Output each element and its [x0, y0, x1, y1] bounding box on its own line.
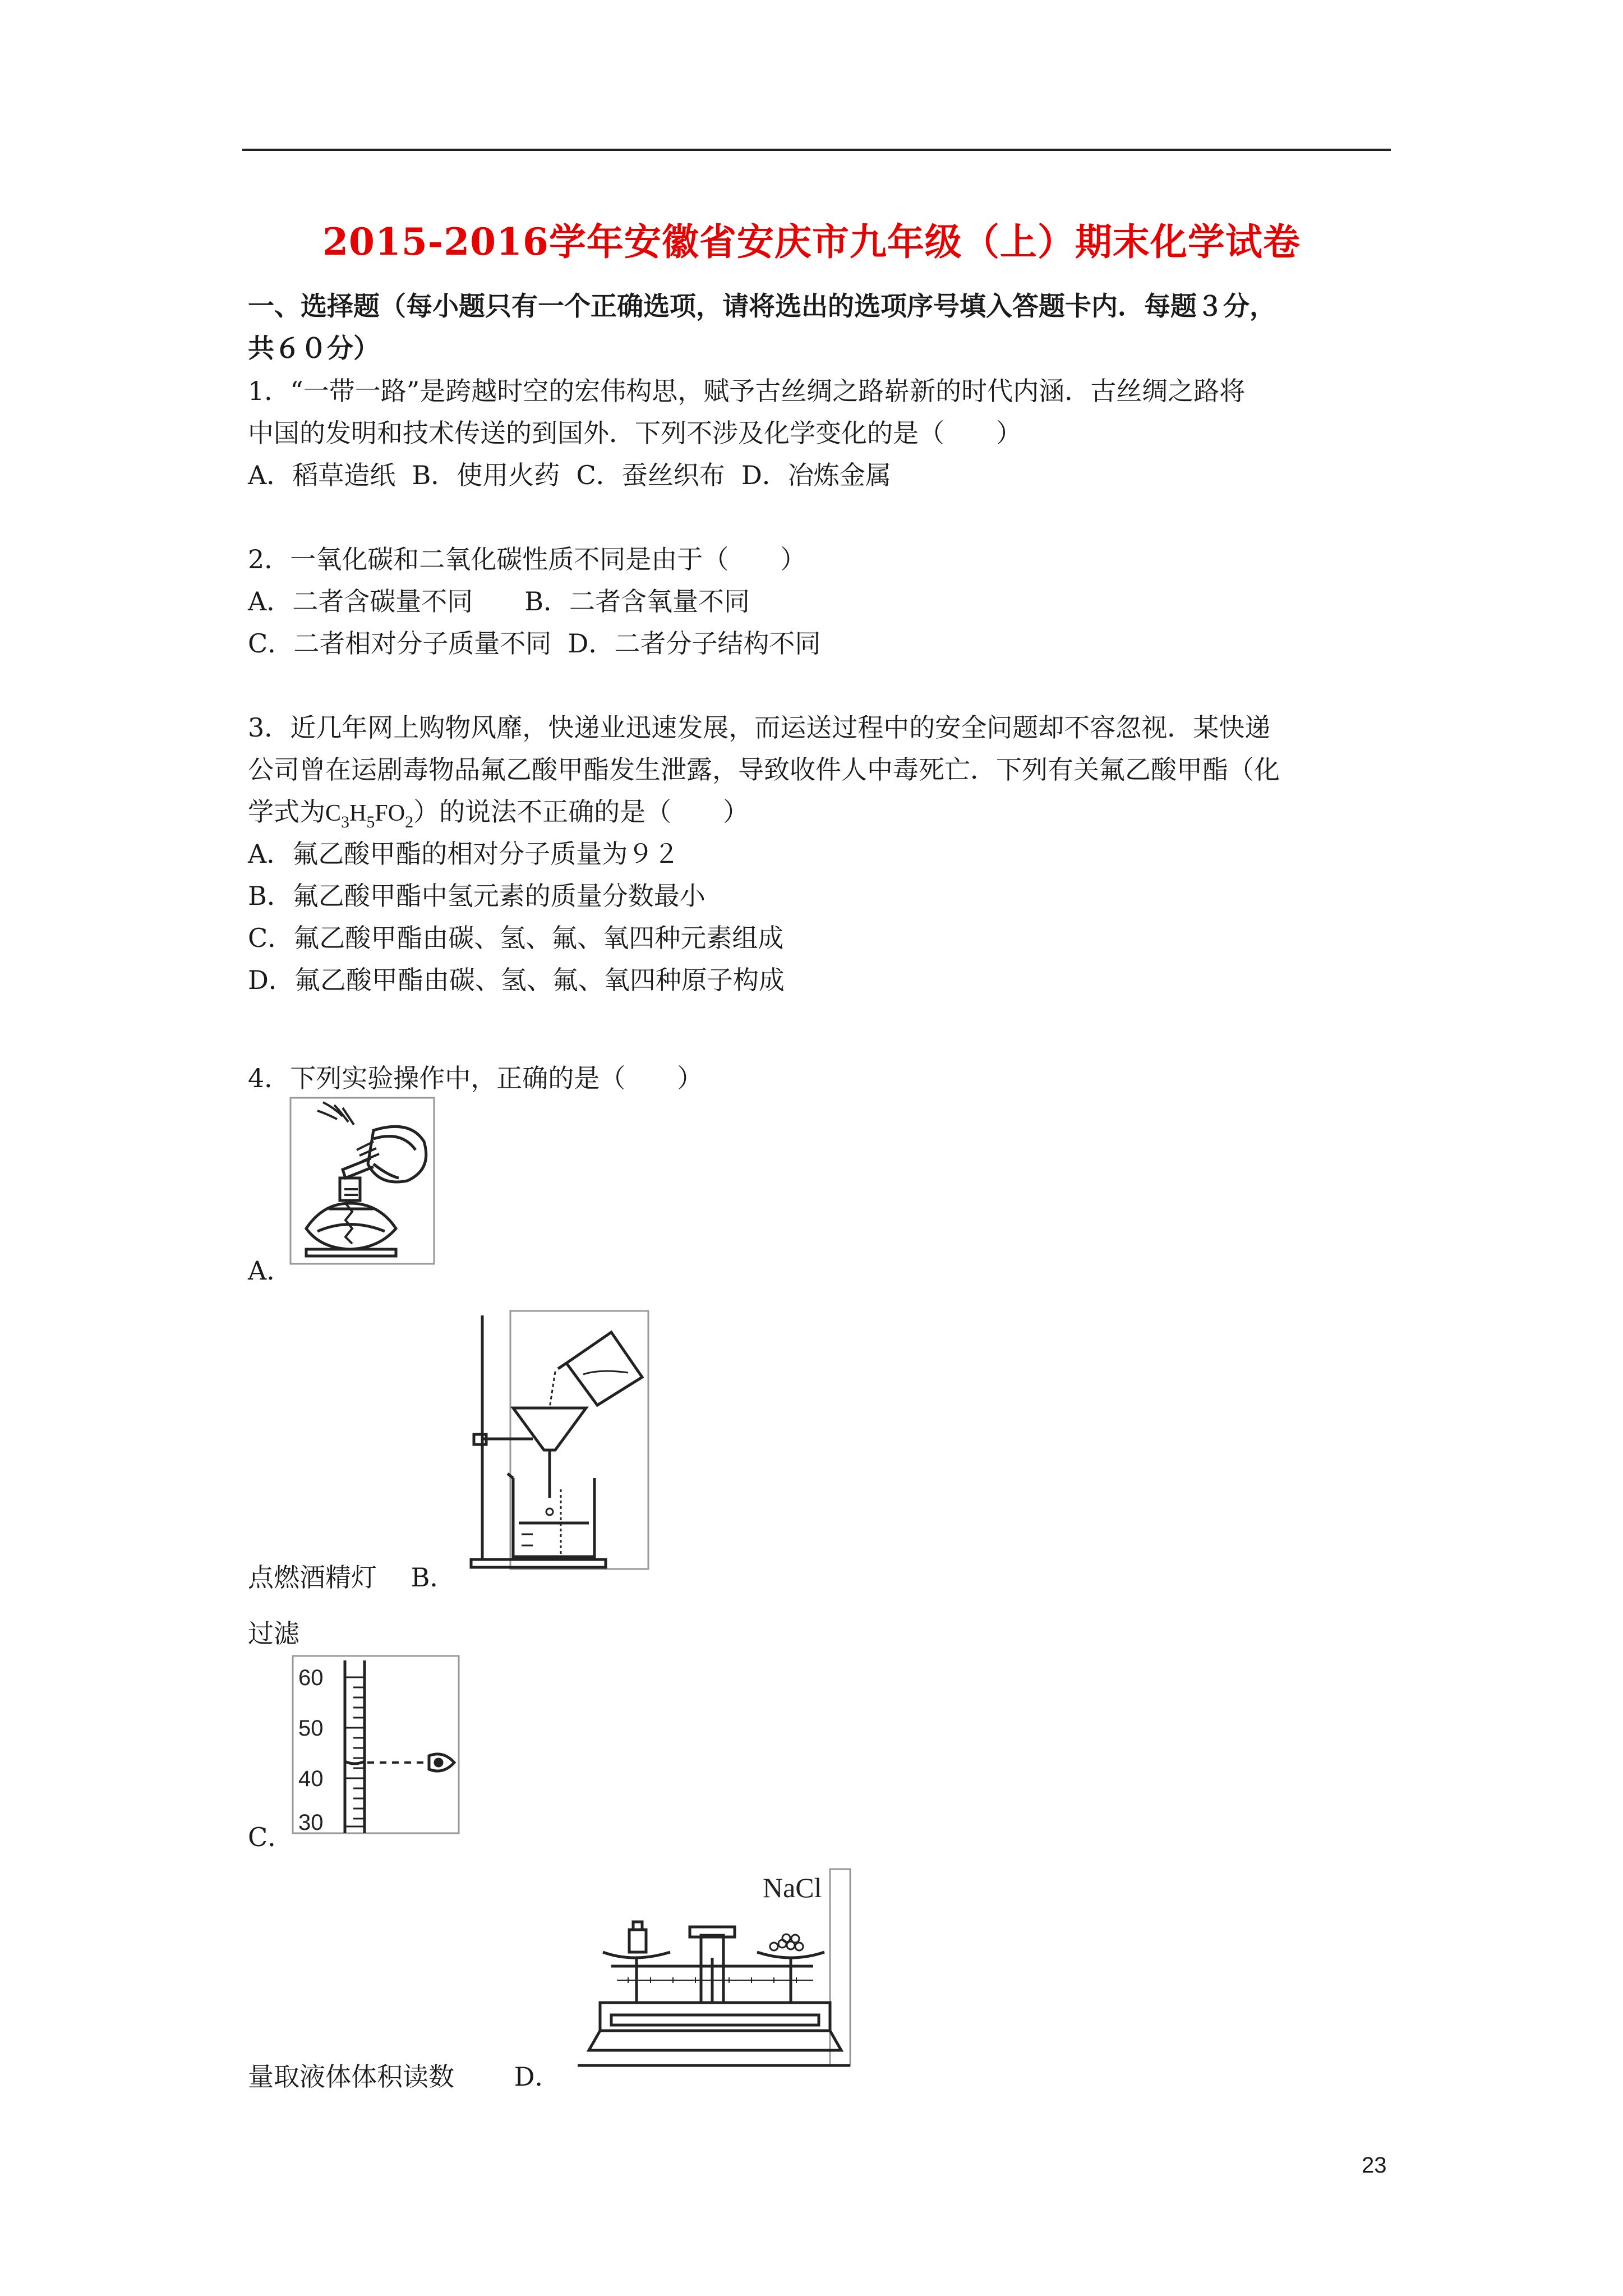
page-title: 2015-2016学年安徽省安庆市九年级（上）期末化学试卷: [322, 220, 1301, 264]
q4-label-c: C．: [248, 1822, 294, 1852]
section-heading-line1: 一、选择题（每小题只有一个正确选项，请将选出的选项序号填入答题卡内．每题３分，: [248, 291, 1276, 322]
figure-a-alcohol-lamps: [289, 1097, 435, 1265]
cylinder-tick-40: 40: [298, 1766, 324, 1791]
q1-stem-line2: 中国的发明和技术传送的到国外．下列不涉及化学变化的是（ ）: [248, 418, 1022, 448]
q3-stem-line3: 学式为$C_3H_5FO_2$）的说法不正确的是（ ）: [248, 797, 749, 831]
q2-options-ab: A．二者含碳量不同 B．二者含氧量不同: [248, 586, 750, 616]
figure-d-balance: [578, 1868, 852, 2070]
q1-stem-line1: 1．“一带一路”是跨越时空的宏伟构思，赋予古丝绸之路崭新的时代内涵．古丝绸之路将: [248, 376, 1246, 406]
figure-b-filtration: [460, 1310, 651, 1571]
q2-stem: 2．一氧化碳和二氧化碳性质不同是由于（ ）: [248, 544, 806, 574]
q3-stem-line1: 3．近几年网上购物风靡，快递业迅速发展，而运送过程中的安全问题却不容忽视．某快递: [248, 712, 1271, 743]
q3-option-d: D．氟乙酸甲酯由碳、氢、氟、氧四种原子构成: [248, 965, 785, 995]
q2-options-cd: C．二者相对分子质量不同 D．二者分子结构不同: [248, 628, 821, 659]
header-rule: [242, 149, 1391, 151]
eye-icon: [429, 1754, 454, 1771]
q4-stem: 4．下列实验操作中，正确的是（ ）: [248, 1063, 703, 1093]
q3-option-b: B．氟乙酸甲酯中氢元素的质量分数最小: [248, 881, 706, 911]
q4-label-d: D．: [514, 2062, 561, 2092]
q3-option-a: A．氟乙酸甲酯的相对分子质量为９２: [248, 839, 680, 869]
q4-caption-c: 量取液体体积读数 D．: [248, 2062, 561, 2092]
q1-options: A．稻草造纸 B．使用火药 C．蚕丝织布 D．冶炼金属: [248, 460, 891, 490]
q4-caption-b: 过滤: [248, 1618, 299, 1649]
q3-stem-line2: 公司曾在运剧毒物品氟乙酸甲酯发生泄露，导致收件人中毒死亡．下列有关氟乙酸甲酯（化: [248, 754, 1280, 785]
chemical-formula: $C_3H_5FO_2$: [325, 800, 414, 831]
section-heading-line2: 共６０分）: [248, 333, 380, 364]
cylinder-tick-30: 30: [298, 1810, 324, 1834]
cylinder-tick-60: 60: [298, 1665, 324, 1690]
q4-caption-a: 点燃酒精灯 B．: [248, 1562, 456, 1593]
nacl-label: NaCl: [763, 1872, 822, 1903]
nacl-crystals-icon: [770, 1934, 803, 1950]
page-number: 23: [1362, 2153, 1387, 2178]
q4-label-a: A．: [248, 1255, 293, 1286]
q3-option-c: C．氟乙酸甲酯由碳、氢、氟、氧四种元素组成: [248, 923, 784, 953]
q4-label-b: B．: [411, 1562, 456, 1593]
figure-c-graduated-cylinder: [292, 1655, 460, 1834]
cylinder-tick-50: 50: [298, 1716, 324, 1741]
